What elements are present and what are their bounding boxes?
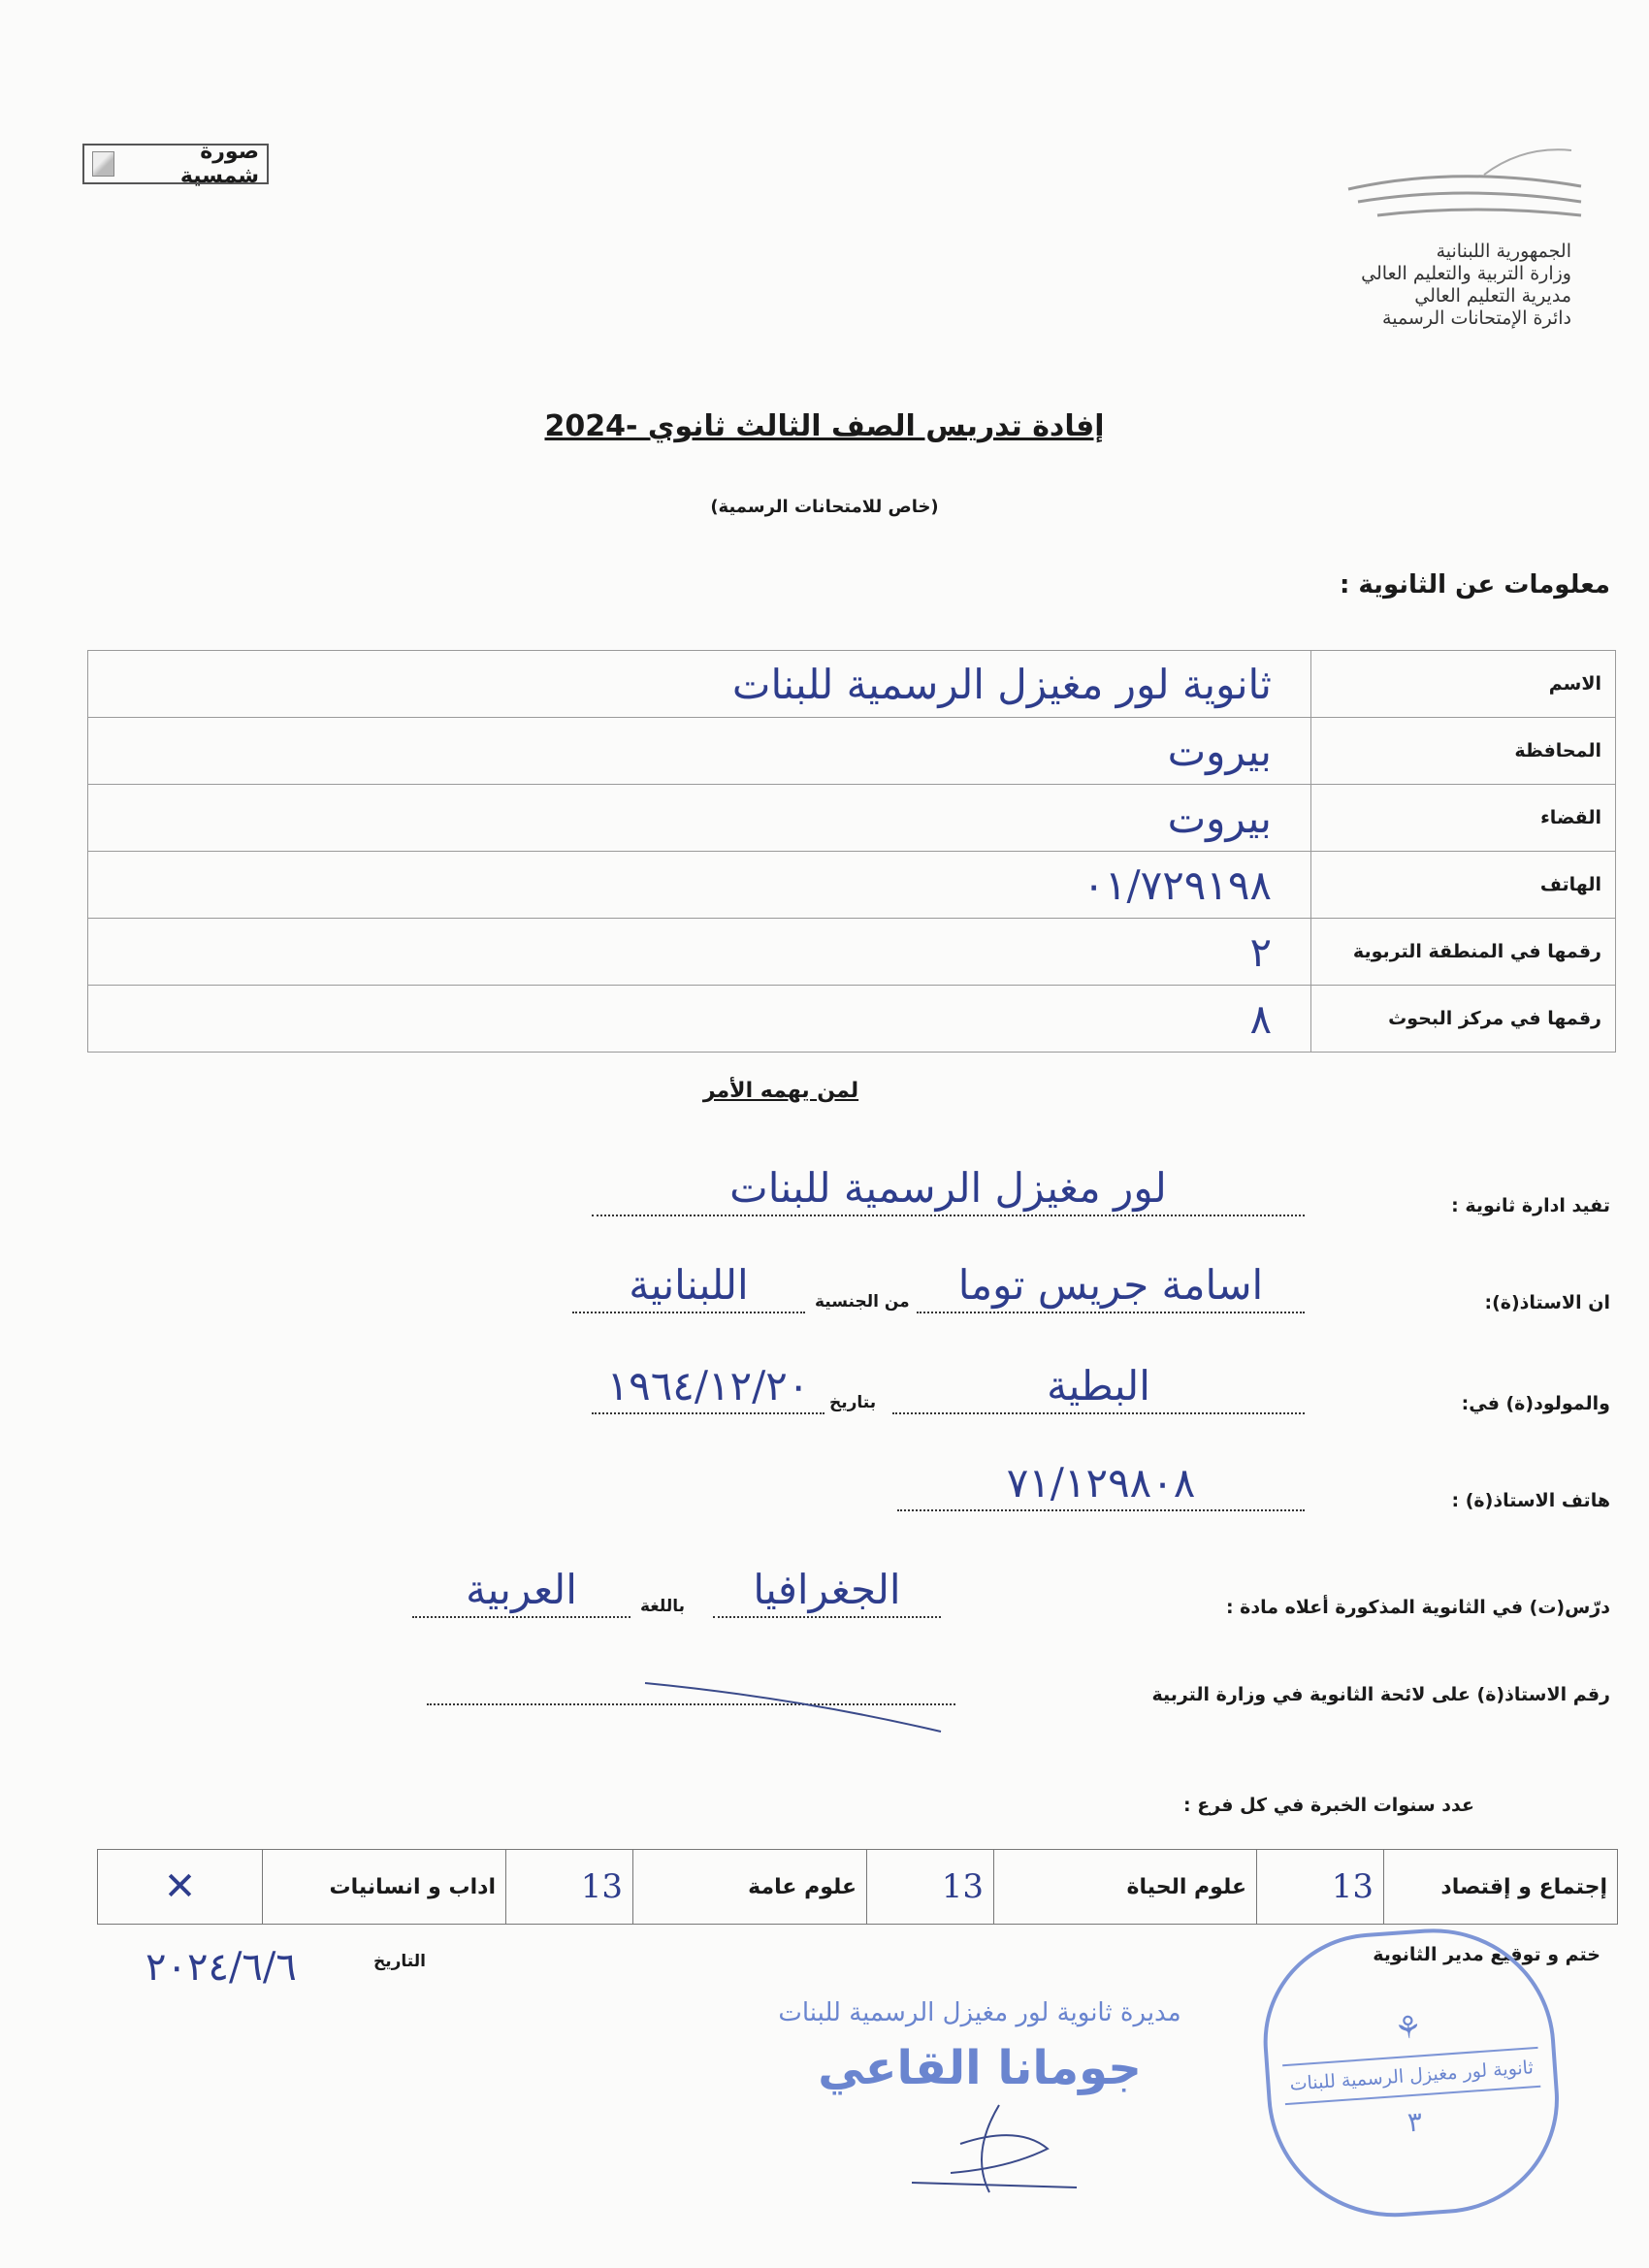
- experience-table: [97, 1849, 1618, 1925]
- header-line: مديرية التعليم العالي: [1414, 285, 1571, 307]
- table-row: [88, 986, 1616, 1053]
- value-district: بيروت: [88, 785, 1311, 852]
- nationality-label: من الجنسية: [815, 1292, 910, 1312]
- label-district: القضاء: [1311, 785, 1616, 852]
- label-region-number: رقمها في المنطقة التربوية: [1311, 919, 1616, 986]
- teacher-phone-value: ٧١/١٢٩٨٠٨: [897, 1459, 1305, 1511]
- subject-value: الجغرافيا: [713, 1566, 941, 1618]
- table-row: [88, 718, 1616, 785]
- label-governorate: المحافظة: [1311, 718, 1616, 785]
- director-title: مديرة ثانوية لور مغيزل الرسمية للبنات: [778, 1998, 1181, 2027]
- document-title: إفادة تدريس الصف الثالث ثانوي -2024: [544, 409, 1105, 443]
- branch-general-sciences: علوم عامة: [633, 1850, 867, 1925]
- teacher-phone-label: هاتف الاستاذ(ة) :: [1451, 1490, 1610, 1511]
- stamp-number: ٣: [1406, 2104, 1424, 2138]
- value-governorate: بيروت: [88, 718, 1311, 785]
- pen-stroke-mark: [640, 1678, 951, 1736]
- table-row: [88, 852, 1616, 919]
- branch-life-sciences: علوم الحياة: [994, 1850, 1257, 1925]
- ministry-header: [1319, 241, 1571, 330]
- stamp-signature-label: ختم و توقيع مدير الثانوية: [1373, 1944, 1600, 1965]
- photo-label: صورة شمسية: [179, 140, 259, 188]
- table-row: [88, 919, 1616, 986]
- photo-placeholder: [82, 140, 269, 188]
- subject-label: درّس(ت) في الثانوية المذكورة أعلاه مادة :: [1225, 1597, 1610, 1618]
- director-signature-block: [757, 1998, 1203, 2206]
- school-value: لور مغيزل الرسمية للبنات: [592, 1164, 1305, 1216]
- cedar-icon: ⚘: [1393, 2007, 1424, 2047]
- to-whom-heading: لمن يهمه الأمر: [702, 1079, 859, 1103]
- stamp-text: ثانوية لور مغيزل الرسمية للبنات: [1282, 2046, 1540, 2104]
- signature-icon: [854, 2095, 1106, 2202]
- value-phone: ٠١/٧٢٩١٩٨: [88, 852, 1311, 919]
- label-research-number: رقمها في مركز البحوث: [1311, 986, 1616, 1053]
- photo-icon: [92, 151, 114, 177]
- school-label: تفيد ادارة ثانوية :: [1451, 1195, 1610, 1216]
- ministry-number-label: رقم الاستاذ(ة) على لائحة الثانوية في وزارة التربية: [1151, 1684, 1610, 1705]
- table-row: [88, 785, 1616, 852]
- document-subtitle: (خاص للامتحانات الرسمية): [710, 497, 939, 517]
- language-label: باللغة: [640, 1597, 685, 1616]
- header-line: وزارة التربية والتعليم العالي: [1361, 263, 1571, 284]
- date-label: التاريخ: [373, 1952, 426, 1971]
- teacher-label: ان الاستاذ(ة):: [1484, 1292, 1610, 1313]
- school-stamp: [1256, 1921, 1567, 2225]
- birthdate-value: ١٩٦٤/١٢/٢٠: [592, 1362, 824, 1414]
- years-general-sciences: 13: [506, 1850, 633, 1925]
- birthplace-value: البطية: [892, 1362, 1305, 1414]
- school-info-table: [87, 650, 1616, 1053]
- nationality-value: اللبنانية: [572, 1261, 805, 1313]
- years-life-sciences: 13: [867, 1850, 994, 1925]
- ministry-logo-icon: [1339, 146, 1591, 223]
- table-row: [98, 1850, 1618, 1925]
- section-title: معلومات عن الثانوية :: [1339, 570, 1610, 599]
- branch-social-economics: إجتماع و إقتصاد: [1384, 1850, 1618, 1925]
- birthplace-label: والمولود(ة) في:: [1461, 1393, 1610, 1414]
- value-region-number: ٢: [88, 919, 1311, 986]
- label-name: الاسم: [1311, 651, 1616, 718]
- value-name: ثانوية لور مغيزل الرسمية للبنات: [88, 651, 1311, 718]
- experience-label: عدد سنوات الخبرة في كل فرع :: [1183, 1795, 1474, 1816]
- header-line: الجمهورية اللبنانية: [1436, 241, 1571, 262]
- value-research-number: ٨: [88, 986, 1311, 1053]
- label-phone: الهاتف: [1311, 852, 1616, 919]
- years-humanities: ✕: [98, 1850, 263, 1925]
- branch-humanities: اداب و انسانيات: [263, 1850, 506, 1925]
- years-social-economics: 13: [1257, 1850, 1384, 1925]
- date-value: ٢٠٢٤/٦/٦: [146, 1945, 297, 1990]
- director-name: جومانا القاعي: [818, 2041, 1142, 2095]
- teacher-value: اسامة جريس توما: [917, 1261, 1305, 1313]
- table-row: [88, 651, 1616, 718]
- header-line: دائرة الإمتحانات الرسمية: [1382, 308, 1571, 329]
- language-value: العربية: [412, 1566, 630, 1618]
- birthdate-label: بتاريخ: [829, 1393, 877, 1412]
